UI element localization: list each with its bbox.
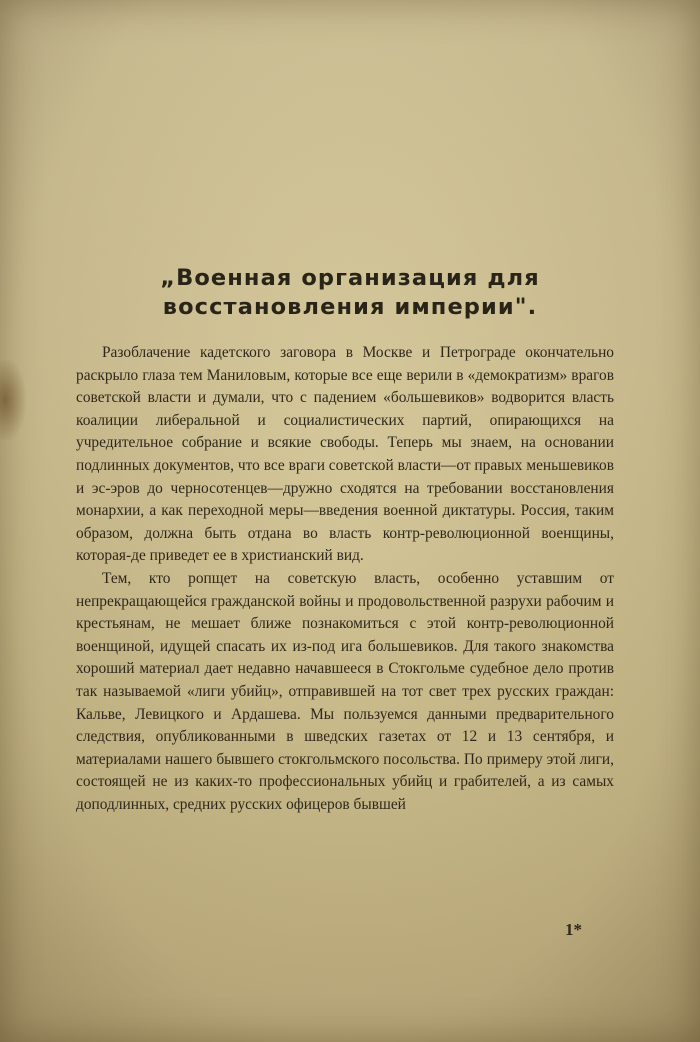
page-number: 1* — [565, 920, 582, 939]
paragraph-2: Тем, кто ропщет на советскую власть, особенно уставшим от непрекращающейся гражданской войны и продовольственной разрухи рабочим и крестьянам, не мешает ближе познакомиться с этой контр-революционной военщиной, идущей спасать их из-под ига большевиков. Для такого знакомства хороший материал дает недавно начавшееся в Стокгольме судебное дело против так называемой «лиги убийц», отправившей на тот свет трех русских граждан: Кальве, Левицкого и Ардашева. Мы пользуемся данными предварительного следствия, опубликованными в шведских газетах от 12 и 13 сентября, и материалами нашего бывшего стокгольмского посольства. По примеру этой лиги, состоящей не из каких-то профессиональных убийц и грабителей, а из самых доподлинных, средних русских офицеров бывшей — [76, 569, 614, 813]
body-text — [76, 342, 614, 816]
paragraph-1: Разоблачение кадетского заговора в Москве и Петрограде окончательно раскрыло глаза тем Маниловым, которые все еще верили в «демократизм» врагов советской власти и думали, что с падением «большевиков» водворится власть коалиции либеральной и социалистических партий, опирающихся на учредительное собрание и всякие свободы. Теперь мы знаем, на основании подлинных документов, что все враги советской власти—от правых меньшевиков и эс-эров до черносотенцев—дружно сходятся на требовании восстановления монархии, а как переходной меры—введения военной диктатуры. Россия, таким образом, должна быть отдана во власть контр-революционной военщины, которая-де приведет ее в христианский вид. — [76, 344, 614, 565]
page-title: „Военная организация для восстановления империи". — [160, 265, 540, 320]
paper-stain — [0, 360, 26, 440]
